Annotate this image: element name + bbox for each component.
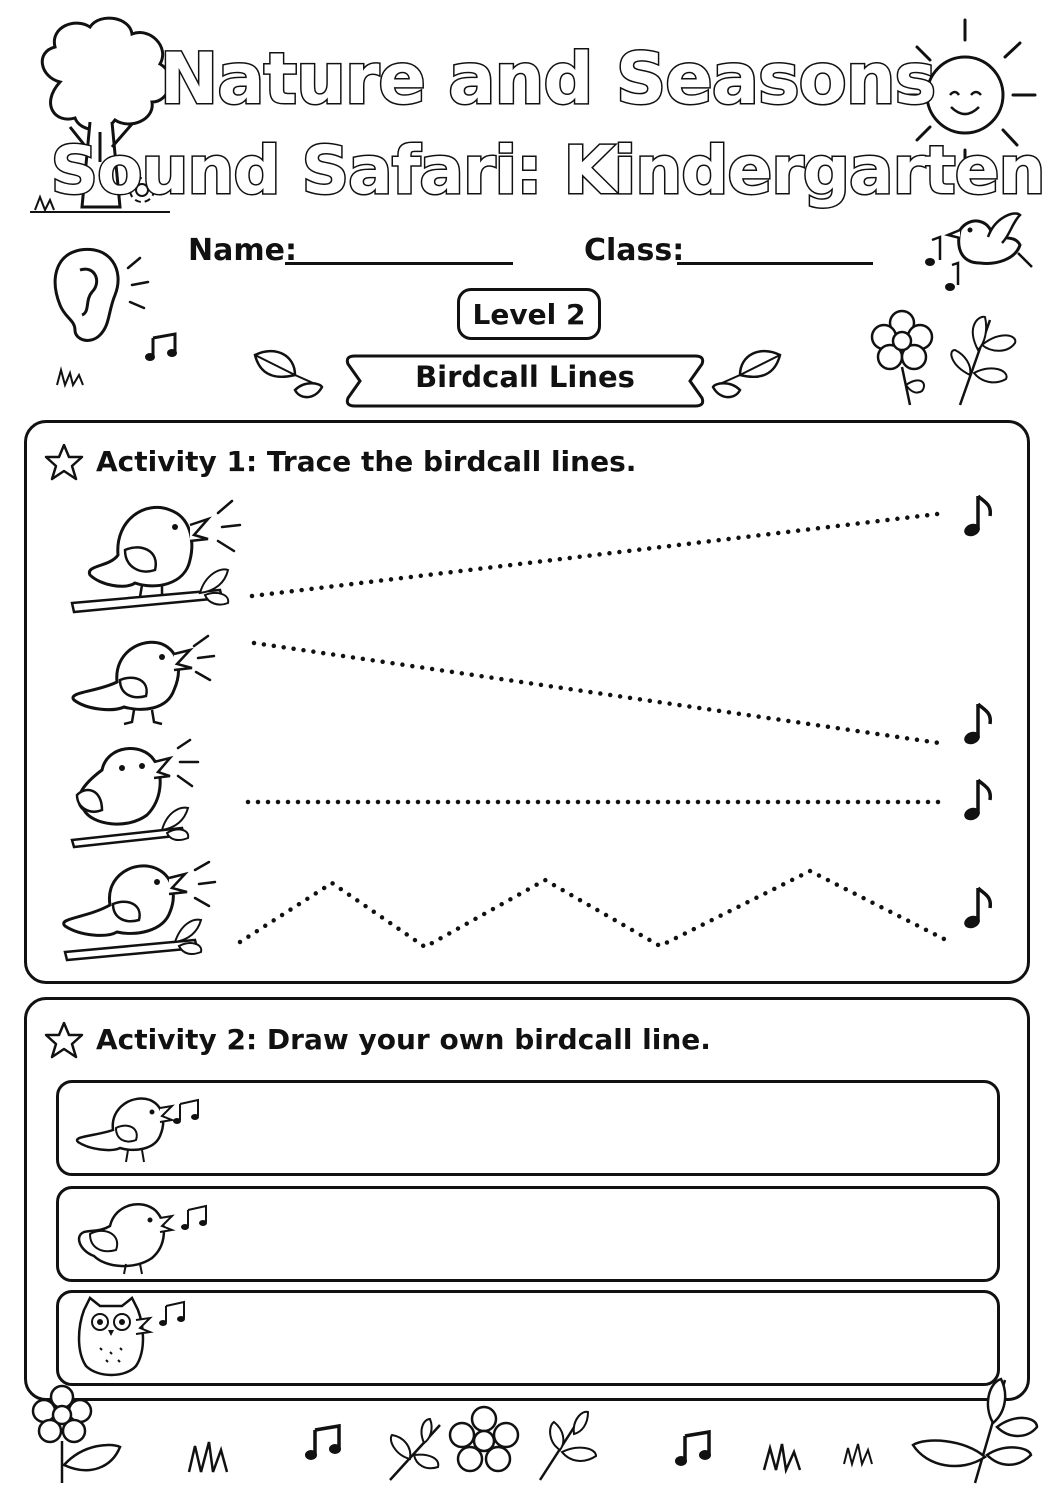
- owl-icon: [70, 1296, 195, 1378]
- trace-line-falling: [254, 643, 946, 744]
- leaf-icon: [380, 1415, 450, 1485]
- name-label: Name:: [188, 233, 297, 268]
- trace-line-rising: [252, 513, 946, 596]
- star-icon: [44, 1020, 84, 1060]
- title-line-1: Nature and Seasons: [159, 38, 936, 120]
- grass-icon: [842, 1442, 876, 1466]
- topic-title: Birdcall Lines: [415, 360, 635, 394]
- level-badge: Level 2: [457, 288, 601, 340]
- trace-line-zigzag: [240, 871, 946, 947]
- music-note-icon: [962, 776, 996, 824]
- activity-1-title: Activity 1: Trace the birdcall lines.: [96, 445, 637, 478]
- bird-icon: [68, 1092, 208, 1170]
- bird-icon: [70, 1196, 215, 1276]
- music-note-icon: [305, 1422, 345, 1462]
- draw-area-3[interactable]: [56, 1290, 1000, 1386]
- music-note-icon: [962, 884, 996, 932]
- activity-2-title: Activity 2: Draw your own birdcall line.: [96, 1023, 711, 1056]
- leaf-icon: [530, 1408, 610, 1483]
- flower-icon: [446, 1405, 522, 1481]
- class-label: Class:: [584, 233, 685, 268]
- music-note-icon: [962, 700, 996, 748]
- title-line-2: Sound Safari: Kindergarten: [50, 132, 1045, 209]
- grass-icon: [185, 1438, 235, 1474]
- music-note-icon: [962, 492, 996, 540]
- leaf-icon: [905, 1375, 1045, 1485]
- flower-icon: [20, 1385, 140, 1485]
- music-note-icon: [675, 1428, 715, 1468]
- grass-icon: [760, 1442, 808, 1472]
